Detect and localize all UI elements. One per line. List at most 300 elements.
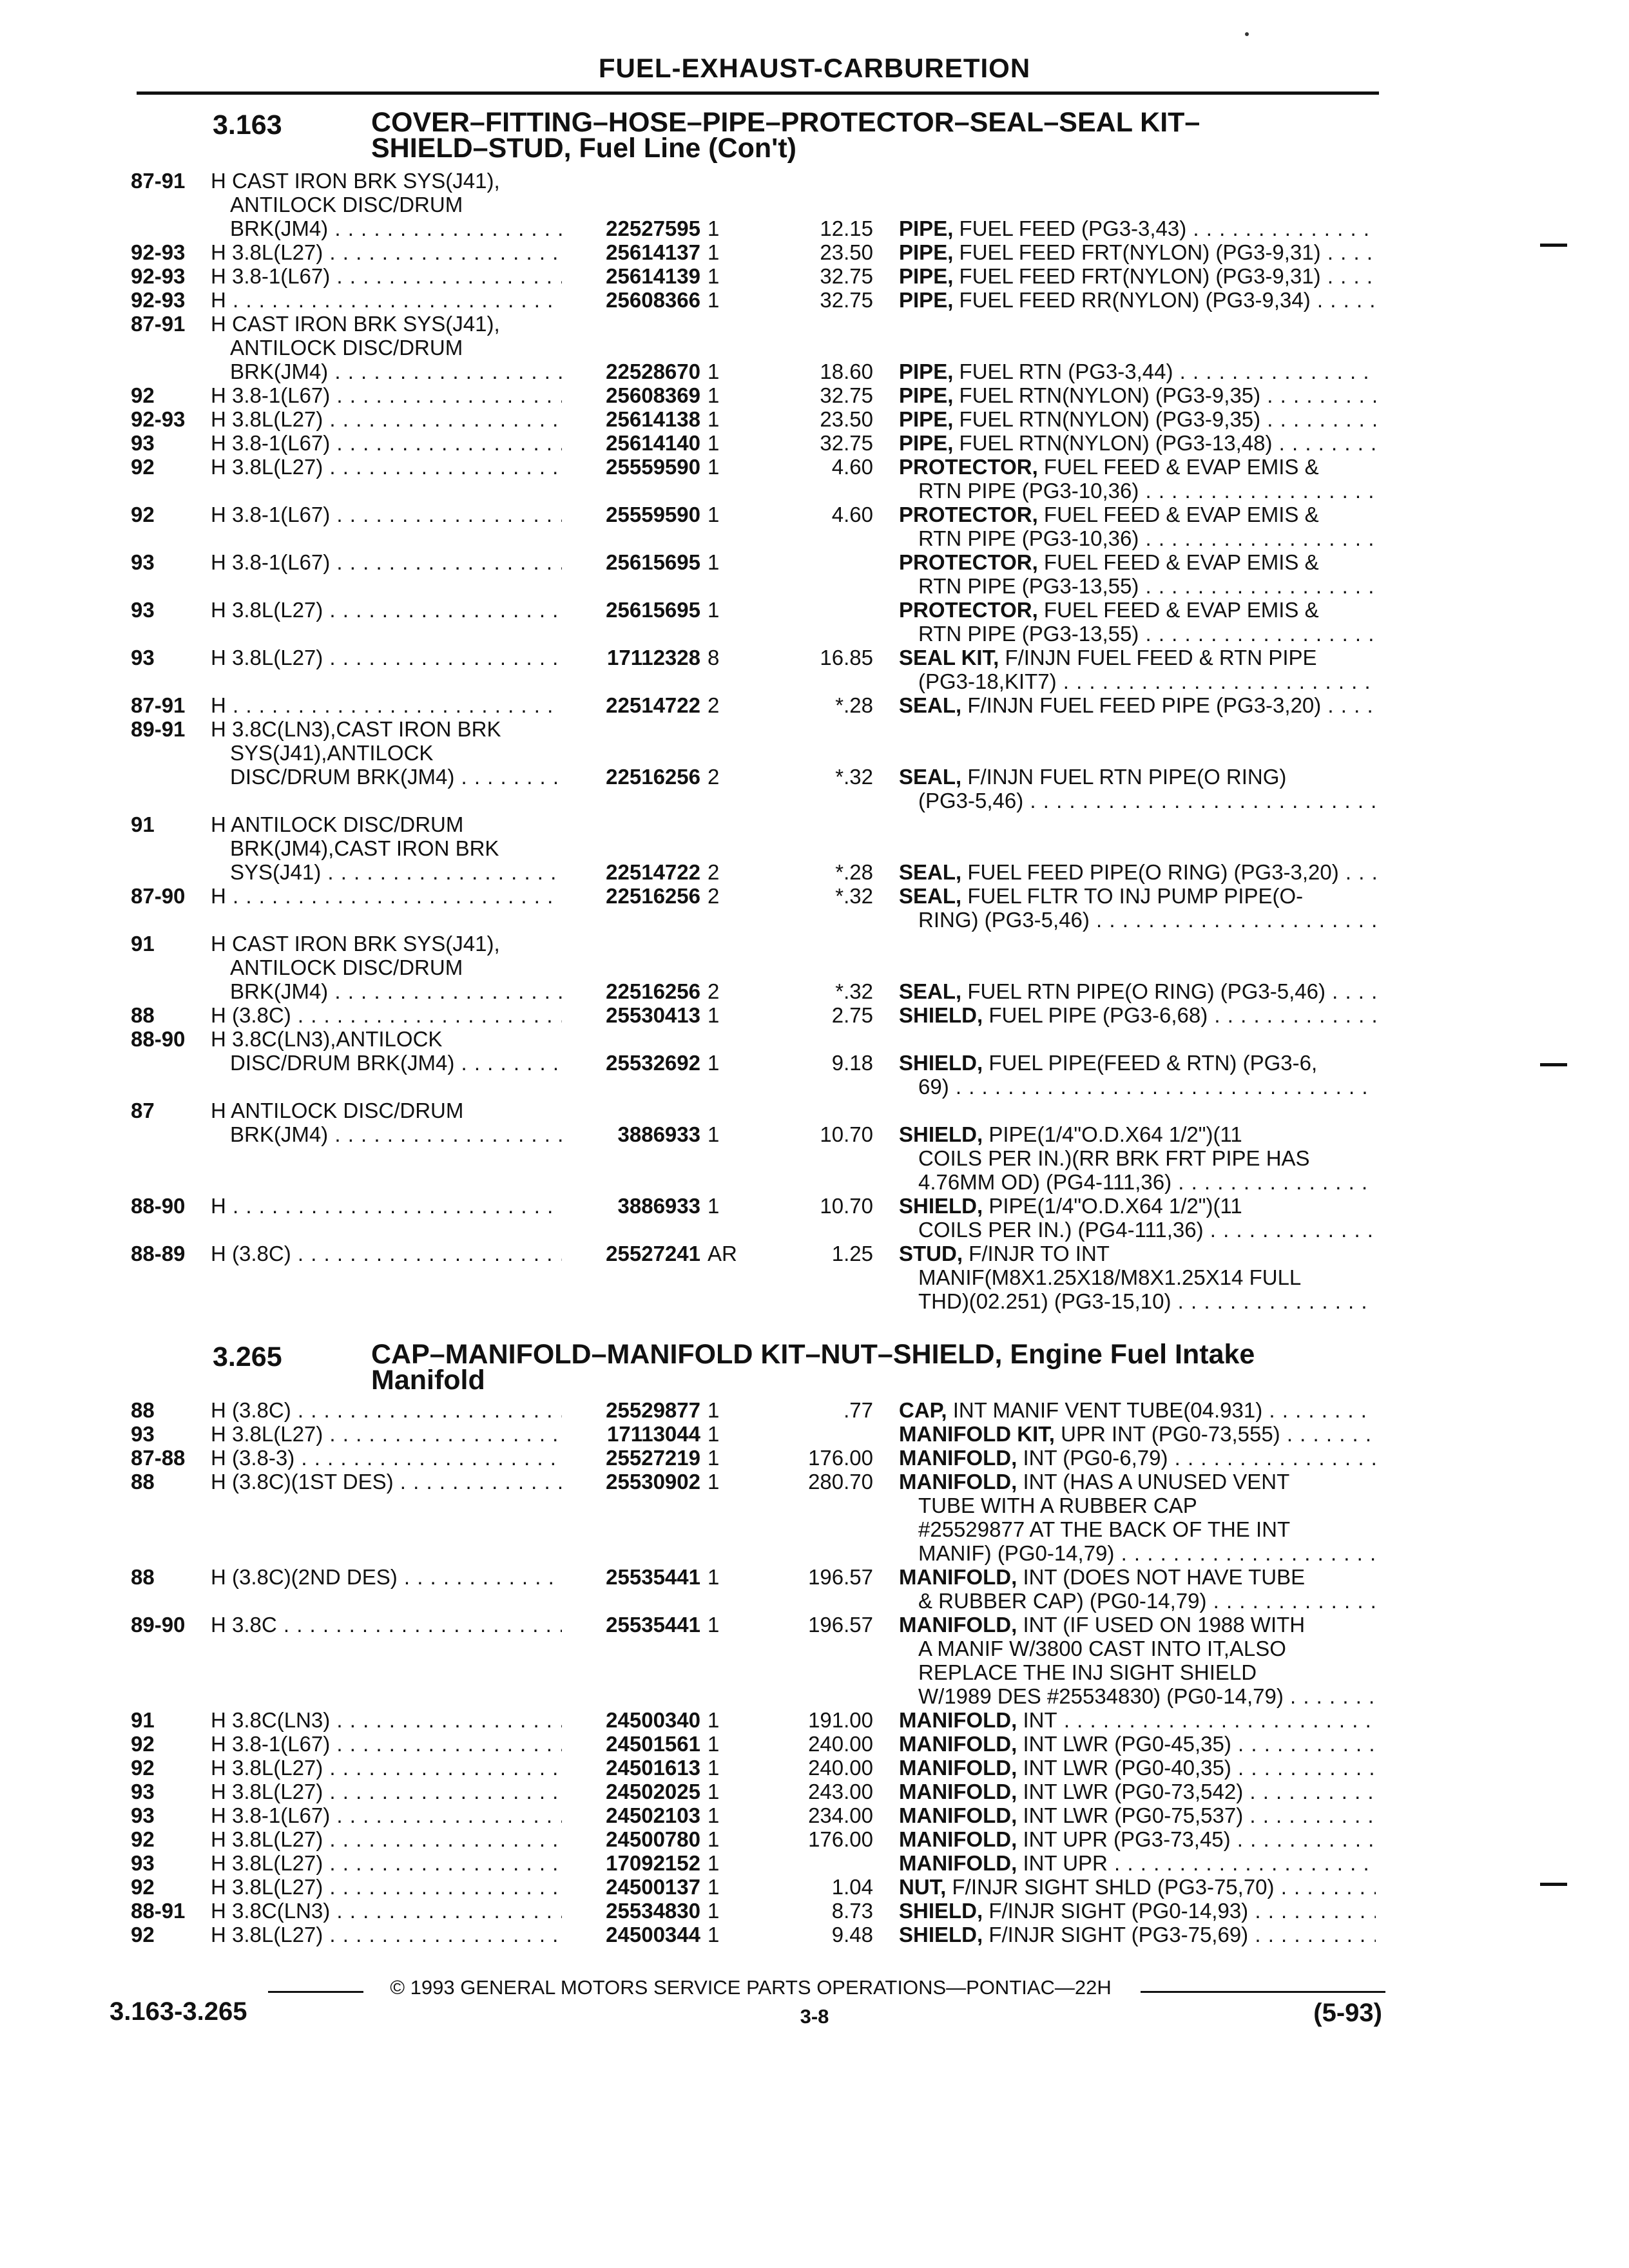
description-line <box>899 1827 1376 1851</box>
description-text: RTN PIPE (PG3-13,55) <box>918 574 1139 598</box>
model-years: 93 <box>131 431 155 455</box>
model-years: 92 <box>131 1756 155 1780</box>
application-line: H . . . <box>211 693 562 717</box>
price: 176.00 <box>808 1446 873 1470</box>
part-number: 25527241 <box>606 1242 700 1265</box>
description-line <box>899 1242 1376 1265</box>
model-years: 88-90 <box>131 1027 186 1051</box>
description-line <box>899 1218 1376 1242</box>
price: *.28 <box>835 693 873 717</box>
application <box>211 1099 562 1146</box>
part-row <box>0 1446 1629 1470</box>
part-number: 22514722 <box>606 860 700 884</box>
application-line: H 3.8C(LN3),CAST IRON BRK <box>211 717 501 741</box>
description-name: PROTECTOR, <box>899 598 1038 622</box>
part-number: 22516256 <box>606 884 700 908</box>
application <box>211 503 562 526</box>
application <box>211 383 562 407</box>
section-title-line: Manifold <box>371 1365 485 1396</box>
quantity: 1 <box>708 1899 720 1923</box>
part-number: 25530902 <box>606 1470 700 1494</box>
description-text: INT LWR (PG0-45,35) <box>1023 1732 1231 1756</box>
application <box>211 1446 562 1470</box>
part-description <box>899 646 1376 693</box>
part-number: 3886933 <box>617 1122 700 1146</box>
part-number: 25614140 <box>606 431 700 455</box>
application-line: H 3.8L(L27) . . . <box>211 1422 562 1446</box>
application <box>211 1242 562 1265</box>
application-line: H . . . <box>211 288 562 312</box>
part-description <box>899 1851 1376 1875</box>
description-name: MANIFOLD, <box>899 1851 1017 1875</box>
price: 1.04 <box>831 1875 873 1899</box>
description-text: FUEL FEED & EVAP EMIS & <box>1043 455 1319 479</box>
model-years: 92-93 <box>131 240 186 264</box>
part-description <box>899 383 1376 407</box>
part-row <box>0 1875 1629 1899</box>
description-line <box>899 1923 1376 1946</box>
application <box>211 1422 562 1446</box>
part-row <box>0 1398 1629 1422</box>
description-line <box>899 503 1376 526</box>
part-row <box>0 503 1629 550</box>
part-description <box>899 360 1376 383</box>
quantity: 2 <box>708 979 720 1003</box>
description-line <box>899 1803 1376 1827</box>
application-line: H 3.8L(L27) . . . <box>211 1756 562 1780</box>
footer-section-range: 3.163-3.265 <box>110 1997 247 2026</box>
model-years: 87-91 <box>131 312 186 336</box>
description-line <box>899 1541 1376 1565</box>
application-line: H 3.8L(L27) . . . <box>211 240 562 264</box>
application-line: H (3.8-3) . . . <box>211 1446 562 1470</box>
description-text: FUEL FEED (PG3-3,43) <box>959 216 1187 240</box>
part-row <box>0 1470 1629 1565</box>
description-line <box>899 1780 1376 1803</box>
description-text: W/1989 DES #25534830) (PG0-14,79) <box>918 1684 1284 1708</box>
application-line: H 3.8C(LN3),ANTILOCK <box>211 1027 443 1051</box>
section-title-line: CAP–MANIFOLD–MANIFOLD KIT–NUT–SHIELD, Engine Fuel Intake <box>371 1339 1255 1370</box>
price: *.32 <box>835 884 873 908</box>
model-years: 92-93 <box>131 264 186 288</box>
description-text: REPLACE THE INJ SIGHT SHIELD <box>918 1660 1257 1684</box>
description-text: FUEL FEED RR(NYLON) (PG3-9,34) <box>959 288 1311 312</box>
description-text: UPR INT (PG0-73,555) <box>1061 1422 1280 1446</box>
description-text: FUEL FEED & EVAP EMIS & <box>1043 598 1319 622</box>
margin-dash <box>1540 1883 1567 1886</box>
application <box>211 1003 562 1027</box>
header-rule <box>137 91 1379 95</box>
description-text: (PG3-5,46) <box>918 789 1024 812</box>
application-line: DISC/DRUM BRK(JM4) . . . <box>211 765 562 789</box>
part-number: 17092152 <box>606 1851 700 1875</box>
description-text: COILS PER IN.) (PG4-111,36) <box>918 1218 1204 1242</box>
description-line <box>899 1494 1376 1517</box>
description-name: SEAL, <box>899 979 962 1003</box>
application-line: H 3.8C(LN3) . . . <box>211 1708 562 1732</box>
quantity: 1 <box>708 216 720 240</box>
part-row <box>0 431 1629 455</box>
part-number: 25530413 <box>606 1003 700 1027</box>
part-description <box>899 216 1376 240</box>
part-description <box>899 1780 1376 1803</box>
price: 9.18 <box>831 1051 873 1075</box>
part-number: 25614139 <box>606 264 700 288</box>
part-description <box>899 455 1376 503</box>
part-row <box>0 1827 1629 1851</box>
application <box>211 1780 562 1803</box>
part-description <box>899 979 1376 1003</box>
application-line: H 3.8C . . . <box>211 1613 562 1637</box>
model-years: 93 <box>131 598 155 622</box>
description-name: PIPE, <box>899 240 954 264</box>
price: 240.00 <box>808 1732 873 1756</box>
description-name: PIPE, <box>899 431 954 455</box>
description-line <box>899 884 1376 908</box>
model-years: 91 <box>131 812 155 836</box>
description-text: RTN PIPE (PG3-10,36) <box>918 479 1139 503</box>
part-row <box>0 550 1629 598</box>
quantity: 1 <box>708 1851 720 1875</box>
application-line: H 3.8-1(L67) . . . <box>211 383 562 407</box>
description-line <box>899 693 1376 717</box>
description-text: PIPE(1/4"O.D.X64 1/2")(11 <box>988 1122 1242 1146</box>
quantity: 1 <box>708 1565 720 1589</box>
price: 12.15 <box>820 216 873 240</box>
description-text: FUEL RTN PIPE(O RING) (PG3-5,46) <box>967 979 1325 1003</box>
quantity: 1 <box>708 1780 720 1803</box>
part-number: 25614138 <box>606 407 700 431</box>
part-description <box>899 1242 1376 1313</box>
part-row <box>0 1923 1629 1946</box>
application <box>211 1875 562 1899</box>
price: 196.57 <box>808 1565 873 1589</box>
model-years: 92 <box>131 455 155 479</box>
part-row <box>0 1708 1629 1732</box>
quantity: 1 <box>708 1732 720 1756</box>
application <box>211 1613 562 1637</box>
part-row <box>0 1565 1629 1613</box>
part-description <box>899 1732 1376 1756</box>
application-line: H (3.8C)(2ND DES) . . . <box>211 1565 562 1589</box>
part-number: 24500780 <box>606 1827 700 1851</box>
description-name: SHIELD, <box>899 1003 983 1027</box>
part-description <box>899 1470 1376 1565</box>
price: 10.70 <box>820 1122 873 1146</box>
footer-rule <box>268 1991 363 1993</box>
part-number: 22528670 <box>606 360 700 383</box>
application-line: H 3.8-1(L67) . . . <box>211 1732 562 1756</box>
part-description <box>899 1613 1376 1708</box>
part-row <box>0 264 1629 288</box>
part-description <box>899 1708 1376 1732</box>
part-number: 25529877 <box>606 1398 700 1422</box>
application-line: BRK(JM4) . . . <box>211 216 562 240</box>
description-text: F/INJR TO INT <box>969 1242 1110 1265</box>
application-line: H . . . <box>211 1194 562 1218</box>
description-line <box>899 526 1376 550</box>
application-line: DISC/DRUM BRK(JM4) . . . <box>211 1051 562 1075</box>
quantity: 1 <box>708 598 720 622</box>
application <box>211 646 562 669</box>
application <box>211 1756 562 1780</box>
description-name: PIPE, <box>899 288 954 312</box>
part-description <box>899 1923 1376 1946</box>
description-text: 4.76MM OD) (PG4-111,36) <box>918 1170 1172 1194</box>
application-line: H 3.8L(L27) . . . <box>211 1827 562 1851</box>
description-text: INT LWR (PG0-75,537) <box>1023 1803 1244 1827</box>
description-line <box>899 1051 1376 1075</box>
application <box>211 1565 562 1589</box>
application <box>211 1899 562 1923</box>
model-years: 93 <box>131 1803 155 1827</box>
page-header-title: FUEL-EXHAUST-CARBURETION <box>598 53 1031 83</box>
description-line <box>899 1517 1376 1541</box>
price: 191.00 <box>808 1708 873 1732</box>
application-line: H . . . <box>211 884 562 908</box>
description-name: SHIELD, <box>899 1051 983 1075</box>
part-description <box>899 1051 1376 1099</box>
description-text: F/INJN FUEL RTN PIPE(O RING) <box>967 765 1287 789</box>
application <box>211 1732 562 1756</box>
description-line <box>899 360 1376 383</box>
application-line: H ANTILOCK DISC/DRUM <box>211 812 464 836</box>
description-text: A MANIF W/3800 CAST INTO IT,ALSO <box>918 1637 1286 1660</box>
part-number: 22527595 <box>606 216 700 240</box>
description-name: SEAL, <box>899 765 962 789</box>
price: 23.50 <box>820 407 873 431</box>
description-line <box>899 1732 1376 1756</box>
application-line: H 3.8L(L27) . . . <box>211 1780 562 1803</box>
description-text: FUEL RTN(NYLON) (PG3-13,48) <box>959 431 1273 455</box>
part-description <box>899 240 1376 264</box>
description-line <box>899 1565 1376 1589</box>
quantity: 1 <box>708 431 720 455</box>
quantity: 1 <box>708 240 720 264</box>
application <box>211 407 562 431</box>
description-text: FUEL PIPE (PG3-6,68) <box>988 1003 1208 1027</box>
part-number: 17112328 <box>606 646 700 669</box>
part-description <box>899 1756 1376 1780</box>
quantity: 2 <box>708 765 720 789</box>
part-number: 25532692 <box>606 1051 700 1075</box>
section-number: 3.265 <box>213 1341 282 1372</box>
description-text: (PG3-18,KIT7) <box>918 669 1057 693</box>
description-name: MANIFOLD, <box>899 1613 1017 1637</box>
price: 280.70 <box>808 1470 873 1494</box>
description-name: PIPE, <box>899 264 954 288</box>
quantity: 1 <box>708 1875 720 1899</box>
description-name: MANIFOLD, <box>899 1446 1017 1470</box>
section-title <box>371 1339 1357 1396</box>
price: 176.00 <box>808 1827 873 1851</box>
quantity: 1 <box>708 1003 720 1027</box>
description-text: & RUBBER CAP) (PG0-14,79) <box>918 1589 1207 1613</box>
description-line <box>899 1899 1376 1923</box>
application-line: H ANTILOCK DISC/DRUM <box>211 1099 464 1122</box>
part-number: 25559590 <box>606 455 700 479</box>
application <box>211 1194 562 1218</box>
quantity: 2 <box>708 860 720 884</box>
description-name: CAP, <box>899 1398 947 1422</box>
part-number: 3886933 <box>617 1194 700 1218</box>
model-years: 87-91 <box>131 169 186 193</box>
model-years: 88-90 <box>131 1194 186 1218</box>
part-number: 25559590 <box>606 503 700 526</box>
description-line <box>899 646 1376 669</box>
price: 9.48 <box>831 1923 873 1946</box>
application-line: H (3.8C)(1ST DES) . . . <box>211 1470 562 1494</box>
description-name: PIPE, <box>899 216 954 240</box>
description-line <box>899 908 1376 932</box>
part-row <box>0 812 1629 884</box>
part-row <box>0 1851 1629 1875</box>
part-description <box>899 550 1376 598</box>
part-number: 25527219 <box>606 1446 700 1470</box>
price: 2.75 <box>831 1003 873 1027</box>
quantity: 1 <box>708 407 720 431</box>
part-description <box>899 1875 1376 1899</box>
part-description <box>899 1899 1376 1923</box>
model-years: 92 <box>131 1923 155 1946</box>
model-years: 87-88 <box>131 1446 186 1470</box>
part-row <box>0 1732 1629 1756</box>
application-line: SYS(J41),ANTILOCK <box>230 741 434 765</box>
part-row <box>0 240 1629 264</box>
application-line: H 3.8L(L27) . . . <box>211 455 562 479</box>
application-line: H CAST IRON BRK SYS(J41), <box>211 312 500 336</box>
description-name: MANIFOLD, <box>899 1732 1017 1756</box>
part-row <box>0 383 1629 407</box>
description-line <box>899 1875 1376 1899</box>
quantity: 1 <box>708 264 720 288</box>
application-line: ANTILOCK DISC/DRUM <box>230 956 463 979</box>
part-row <box>0 932 1629 1003</box>
description-text: FUEL FEED PIPE(O RING) (PG3-3,20) <box>967 860 1339 884</box>
quantity: 1 <box>708 1422 720 1446</box>
part-number: 25534830 <box>606 1899 700 1923</box>
quantity: 1 <box>708 360 720 383</box>
application-line: BRK(JM4),CAST IRON BRK <box>230 836 499 860</box>
description-text: INT UPR (PG3-73,45) <box>1023 1827 1231 1851</box>
price: 196.57 <box>808 1613 873 1637</box>
model-years: 92 <box>131 1875 155 1899</box>
footer-date: (5-93) <box>1313 1999 1382 2027</box>
application-line: H (3.8C) . . . <box>211 1242 562 1265</box>
part-description <box>899 1803 1376 1827</box>
model-years: 88-91 <box>131 1899 186 1923</box>
description-text: 69) <box>918 1075 949 1099</box>
part-row <box>0 884 1629 932</box>
part-number: 25535441 <box>606 1613 700 1637</box>
description-line <box>899 240 1376 264</box>
price: 32.75 <box>820 383 873 407</box>
part-number: 25615695 <box>606 550 700 574</box>
description-name: PIPE, <box>899 383 954 407</box>
price: 4.60 <box>831 503 873 526</box>
quantity: 1 <box>708 288 720 312</box>
description-name: SHIELD, <box>899 1899 983 1923</box>
description-text: INT LWR (PG0-73,542) <box>1023 1780 1244 1803</box>
price: 10.70 <box>820 1194 873 1218</box>
application-line: H 3.8L(L27) . . . <box>211 1851 562 1875</box>
description-line <box>899 1398 1376 1422</box>
description-text: F/INJN FUEL FEED PIPE (PG3-3,20) <box>967 693 1322 717</box>
price: 18.60 <box>820 360 873 383</box>
application-line: H 3.8-1(L67) . . . <box>211 264 562 288</box>
quantity: 1 <box>708 1446 720 1470</box>
price: 240.00 <box>808 1756 873 1780</box>
part-row <box>0 1803 1629 1827</box>
description-name: SEAL, <box>899 693 962 717</box>
part-row <box>0 312 1629 383</box>
part-number: 22514722 <box>606 693 700 717</box>
description-text: INT LWR (PG0-40,35) <box>1023 1756 1231 1780</box>
part-description <box>899 1122 1376 1194</box>
footer-page-number: 3-8 <box>800 2005 829 2028</box>
model-years: 92-93 <box>131 407 186 431</box>
description-text: F/INJR SIGHT (PG0-14,93) <box>988 1899 1249 1923</box>
application-line: BRK(JM4) . . . <box>211 979 562 1003</box>
part-description <box>899 765 1376 812</box>
part-number: 25535441 <box>606 1565 700 1589</box>
model-years: 92 <box>131 503 155 526</box>
description-text: TUBE WITH A RUBBER CAP <box>918 1494 1197 1517</box>
section-title-line: SHIELD–STUD, Fuel Line (Con't) <box>371 133 796 164</box>
application <box>211 1708 562 1732</box>
application <box>211 550 562 574</box>
part-row <box>0 1242 1629 1313</box>
application <box>211 1398 562 1422</box>
application <box>211 169 562 240</box>
description-text: COILS PER IN.)(RR BRK FRT PIPE HAS <box>918 1146 1310 1170</box>
part-description <box>899 264 1376 288</box>
description-text: THD)(02.251) (PG3-15,10) <box>918 1289 1171 1313</box>
application <box>211 812 562 884</box>
description-name: SEAL, <box>899 884 962 908</box>
model-years: 93 <box>131 550 155 574</box>
part-description <box>899 1398 1376 1422</box>
part-row <box>0 1027 1629 1099</box>
part-row <box>0 1194 1629 1242</box>
quantity: 1 <box>708 455 720 479</box>
part-number: 22516256 <box>606 765 700 789</box>
part-description <box>899 503 1376 550</box>
description-line <box>899 1289 1376 1313</box>
description-text: #25529877 AT THE BACK OF THE INT <box>918 1517 1291 1541</box>
application <box>211 1923 562 1946</box>
part-row <box>0 717 1629 812</box>
quantity: 1 <box>708 1470 720 1494</box>
quantity: 1 <box>708 1803 720 1827</box>
description-line <box>899 407 1376 431</box>
part-row <box>0 1899 1629 1923</box>
part-number: 25614137 <box>606 240 700 264</box>
model-years: 91 <box>131 932 155 956</box>
description-name: SHIELD, <box>899 1194 983 1218</box>
quantity: 2 <box>708 693 720 717</box>
part-description <box>899 884 1376 932</box>
description-line <box>899 1075 1376 1099</box>
application-line: H 3.8L(L27) . . . <box>211 1875 562 1899</box>
description-name: MANIFOLD, <box>899 1780 1017 1803</box>
description-name: MANIFOLD, <box>899 1827 1017 1851</box>
description-name: PROTECTOR, <box>899 455 1038 479</box>
description-name: PROTECTOR, <box>899 503 1038 526</box>
price: 16.85 <box>820 646 873 669</box>
part-row <box>0 407 1629 431</box>
price: 234.00 <box>808 1803 873 1827</box>
